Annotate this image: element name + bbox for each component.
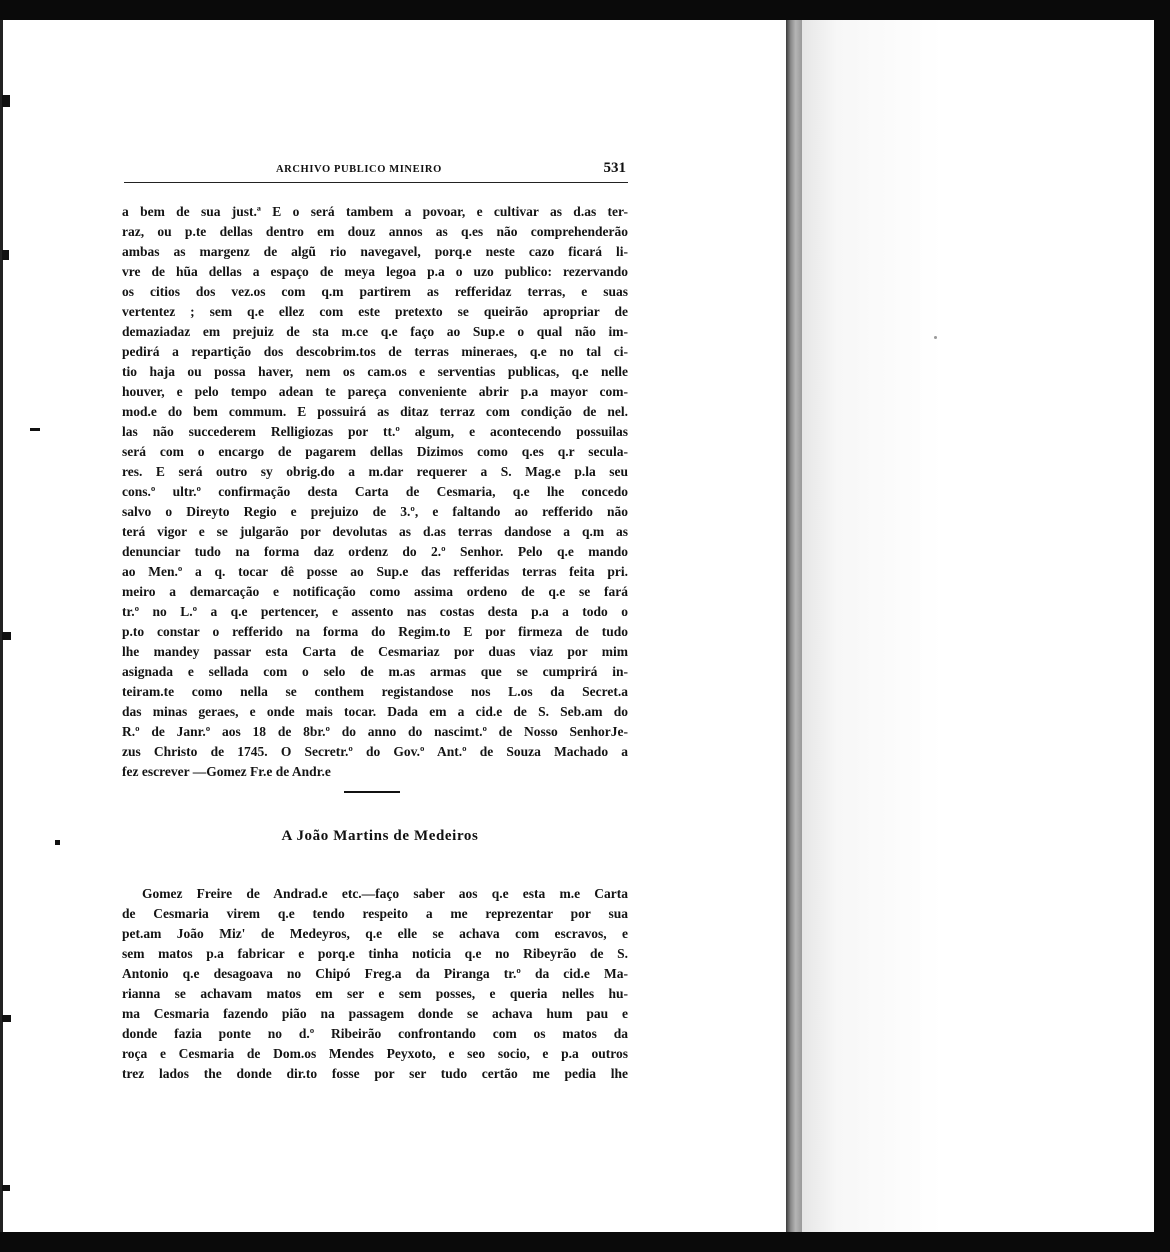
- entry-text: [122, 884, 628, 1084]
- scan-left-edge: [0, 20, 3, 1232]
- scan-mark: [2, 95, 10, 107]
- scan-mark: [55, 840, 60, 845]
- text-line: mod.e do bem commum. E possuirá as ditaz terraz com condição de nel.: [122, 404, 628, 419]
- facing-page: [802, 20, 1154, 1232]
- text-line: houver, e pelo tempo adean te pareça conveniente abrir p.a mayor com-: [122, 384, 628, 399]
- text-line: fez escrever —Gomez Fr.e de Andr.e: [122, 764, 331, 779]
- text-line: cons.º ultr.º confirmação desta Carta de Cesmaria, q.e lhe concedo: [122, 484, 628, 499]
- scan-top-border: [0, 0, 1170, 20]
- scan-mark: [2, 632, 11, 640]
- section-heading: A João Martins de Medeiros: [281, 828, 479, 844]
- text-line: pedirá a repartição dos descobrim.tos de terras mineraes, q.e no tal ci-: [122, 344, 628, 359]
- text-line: vertentez ; sem q.e ellez com este pretexto se queirão apropriar de: [122, 304, 628, 319]
- text-line: las não succederem Relligiozas por tt.º algum, e acontecendo possuilas: [122, 424, 628, 439]
- text-line: donde fazia ponte no d.º Ribeirão confrontando com os matos da: [122, 1026, 628, 1041]
- text-line: de Cesmaria virem q.e tendo respeito a me reprezentar por sua: [122, 906, 628, 921]
- scan-mark: [2, 1015, 11, 1022]
- text-line: lhe mandey passar esta Carta de Cesmariaz por duas viaz por mim: [122, 644, 628, 659]
- text-line: tr.º no L.º a q.e pertencer, e assento nas costas desta p.a a todo o: [122, 604, 628, 619]
- text-line: das minas geraes, e onde mais tocar. Dada em a cid.e de S. Seb.am do: [122, 704, 628, 719]
- text-line: R.º de Janr.º aos 18 de 8br.º do anno do nascimt.º de Nosso SenhorJe-: [122, 724, 628, 739]
- text-line: ao Men.º a q. tocar dê posse ao Sup.e das refferidas terras feita pri.: [122, 564, 628, 579]
- text-line: trez lados the donde dir.to fosse por ser tudo certão me pedia lhe: [122, 1066, 628, 1081]
- text-line: asignada e sellada com o selo de m.as armas que se cumprirá in-: [122, 664, 628, 679]
- text-line: terá vigor e se julgarão por devolutas as d.as terras dandose a q.m as: [122, 524, 628, 539]
- text-line: denunciar tudo na forma daz ordenz do 2.º Senhor. Pelo q.e mando: [122, 544, 628, 559]
- text-line: roça e Cesmaria de Dom.os Mendes Peyxoto, e seo socio, e p.a outros: [122, 1046, 628, 1061]
- scan-mark: [2, 1185, 10, 1191]
- scan-speck: [934, 336, 937, 339]
- text-line: Gomez Freire de Andrad.e etc.—faço saber aos q.e esta m.e Carta: [142, 886, 628, 901]
- section-divider: [344, 791, 400, 793]
- text-line: demaziadaz em prejuiz de sta m.ce q.e faço ao Sup.e o qual não im-: [122, 324, 628, 339]
- text-line: pet.am João Miz' de Medeyros, q.e elle se achava com escravos, e: [122, 926, 628, 941]
- text-line: será com o encargo de pagarem dellas Dizimos como q.es q.r secula-: [122, 444, 628, 459]
- text-line: res. E será outro sy obrig.do a m.dar requerer a S. Mag.e p.la seu: [122, 464, 628, 479]
- text-line: Antonio q.e desagoava no Chipó Freg.a da Piranga tr.º da cid.e Ma-: [122, 966, 628, 981]
- text-line: os citios dos vez.os com q.m partirem as refferidaz terras, e suas: [122, 284, 628, 299]
- text-line: a bem de sua just.ª E o será tambem a povoar, e cultivar as d.as ter-: [122, 204, 628, 219]
- entry-text: [122, 202, 628, 782]
- text-line: ambas as margenz de algũ rio navegavel, porq.e neste cazo ficará li-: [122, 244, 628, 259]
- text-line: zus Christo de 1745. O Secretr.º do Gov.º Ant.º de Souza Machado a: [122, 744, 628, 759]
- scan-mark: [30, 428, 40, 431]
- text-line: raz, ou p.te dellas dentro em douz annos as q.es não comprehenderão: [122, 224, 628, 239]
- text-line: p.to constar o refferido na forma do Regim.to E por firmeza de tudo: [122, 624, 628, 639]
- scan-bottom-border: [0, 1232, 1170, 1252]
- text-line: meiro a demarcação e notificação como assima ordeno de q.e se fará: [122, 584, 628, 599]
- text-line: tio haja ou possa haver, nem os cam.os e serventias publicas, q.e nelle: [122, 364, 628, 379]
- text-line: teiram.te como nella se conthem registandose nos L.os da Secret.a: [122, 684, 628, 699]
- text-line: salvo o Direyto Regio e prejuizo de 3.º, e faltando ao refferido não: [122, 504, 628, 519]
- text-line: ma Cesmaria fazendo pião na passagem donde se achava hum pau e: [122, 1006, 628, 1021]
- text-line: rianna se achavam matos em ser e sem posses, e queria nelles hu-: [122, 986, 628, 1001]
- text-line: vre de hũa dellas a espaço de meya legoa p.a o uzo publico: rezervando: [122, 264, 628, 279]
- text-line: sem matos p.a fabricar e porq.e tinha noticia q.e no Ribeyrão de S.: [122, 946, 628, 961]
- scan-right-border: [1154, 20, 1170, 1232]
- running-head: [124, 160, 628, 183]
- running-title: ARCHIVO PUBLICO MINEIRO: [276, 164, 442, 175]
- scan-mark: [2, 250, 9, 260]
- book-spine: [786, 20, 802, 1232]
- page-number: 531: [603, 160, 626, 176]
